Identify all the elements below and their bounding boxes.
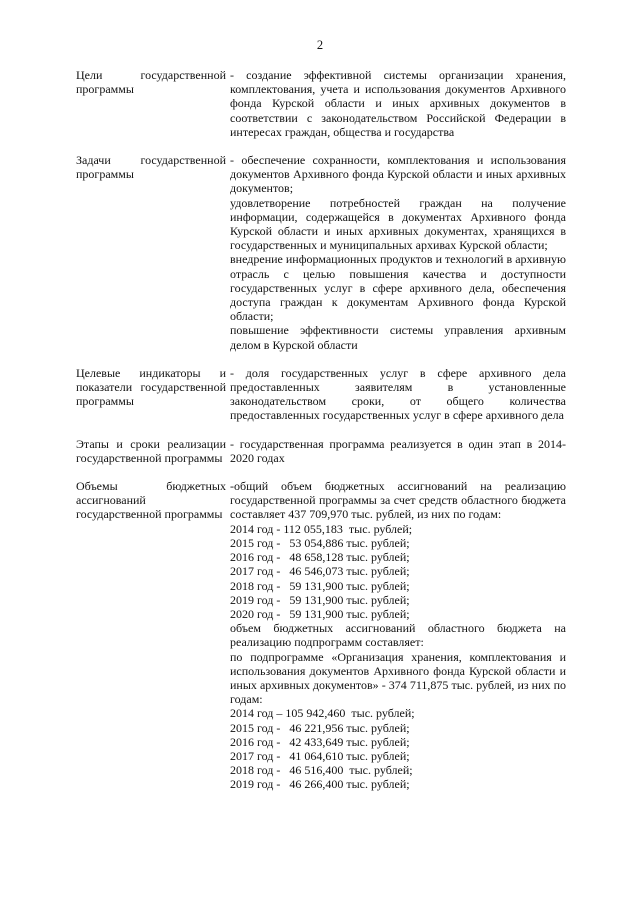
year-line: 2015 год - 53 054,886 тыс. рублей;: [230, 535, 410, 550]
stages-content: [230, 437, 566, 465]
subprogram-intro: по подпрограмме «Организация хранения, комплектования и использования документов Архивного фонда Курской области и иных архивных документов» - 374 711,875 тыс. рублей, из них по годам:: [230, 649, 566, 707]
year-line: 2014 год – 105 942,460 тыс. рублей;: [230, 706, 415, 721]
year-line: 2020 год - 59 131,900 тыс. рублей;: [230, 606, 410, 621]
year-line: 2015 год - 46 221,956 тыс. рублей;: [230, 720, 410, 735]
tasks-label: Задачи государственной программы: [76, 153, 226, 182]
indicators-text: - доля государственных услуг в сфере архивного дела предоставленных заявителям в установленные законодательством сроки, от общего количества предоставленных государственных услуг в сфере архивного дела: [230, 365, 566, 423]
indicators-content: [230, 366, 566, 423]
budget-label: Объемы бюджетных ассигнований государственной программы: [76, 479, 226, 522]
goals-text: - создание эффективной системы организации хранения, комплектования, учета и использования документов Архивного фонда Курской области и иных архивных документов в соответствии с законодательством Российской Федерации в интересах граждан, общества и государства: [230, 68, 566, 139]
year-line: 2018 год - 46 516,400 тыс. рублей;: [230, 763, 413, 778]
year-line: 2016 год - 48 658,128 тыс. рублей;: [230, 550, 410, 565]
year-line: 2017 год - 46 546,073 тыс. рублей;: [230, 564, 410, 579]
year-line: 2018 год - 59 131,900 тыс. рублей;: [230, 578, 410, 593]
year-line: 2019 год - 46 266,400 тыс. рублей;: [230, 777, 410, 792]
stages-row: [76, 437, 568, 465]
year-line: 2017 год - 41 064,610 тыс. рублей;: [230, 748, 410, 763]
budget-intro: -общий объем бюджетных ассигнований на реализацию государственной программы за счет средств областного бюджета составляет 437 709,970 тыс. рублей, из них по годам:: [230, 479, 566, 522]
year-line: 2014 год - 112 055,183 тыс. рублей;: [230, 521, 413, 536]
task-paragraph: - обеспечение сохранности, комплектования и использования документов Архивного фонда Курской области и иных архивных документов;: [230, 153, 566, 196]
page-number: 2: [316, 38, 324, 52]
stages-text: - государственная программа реализуется в один этап в 2014-2020 годах: [230, 436, 566, 465]
goals-label: Цели государственной программы: [76, 68, 226, 97]
indicators-row: [76, 366, 568, 423]
goals-row: [76, 68, 568, 139]
task-paragraph: повышение эффективности системы управления архивным делом в Курской области: [230, 323, 566, 352]
year-line: 2016 год - 42 433,649 тыс. рублей;: [230, 734, 410, 749]
task-paragraph: удовлетворение потребностей граждан на получение информации, содержащейся в документах Архивного фонда Курской области и иных архивных документах, хранящихся в государственных и муниципальных архивах Курской области;: [230, 195, 566, 253]
stages-label: Этапы и сроки реализации государственной программы: [76, 436, 226, 465]
goals-content: [230, 68, 566, 139]
tasks-row: [76, 153, 568, 352]
budget-content: [230, 479, 566, 791]
tasks-content: [230, 153, 566, 352]
regional-budget-intro: объем бюджетных ассигнований областного бюджета на реализацию подпрограмм составляет:: [230, 621, 566, 650]
task-paragraph: внедрение информационных продуктов и технологий в архивную отрасль с целью повышения качества и доступности государственных услуг в сфере архивного дела, обеспечения доступа граждан к документам Архивного фонда Курской области;: [230, 252, 566, 324]
passport-table: [76, 68, 568, 806]
year-line: 2019 год - 59 131,900 тыс. рублей;: [230, 592, 410, 607]
budget-row: [76, 479, 568, 791]
indicators-label: Целевые индикаторы и показатели государственной программы: [76, 365, 226, 409]
